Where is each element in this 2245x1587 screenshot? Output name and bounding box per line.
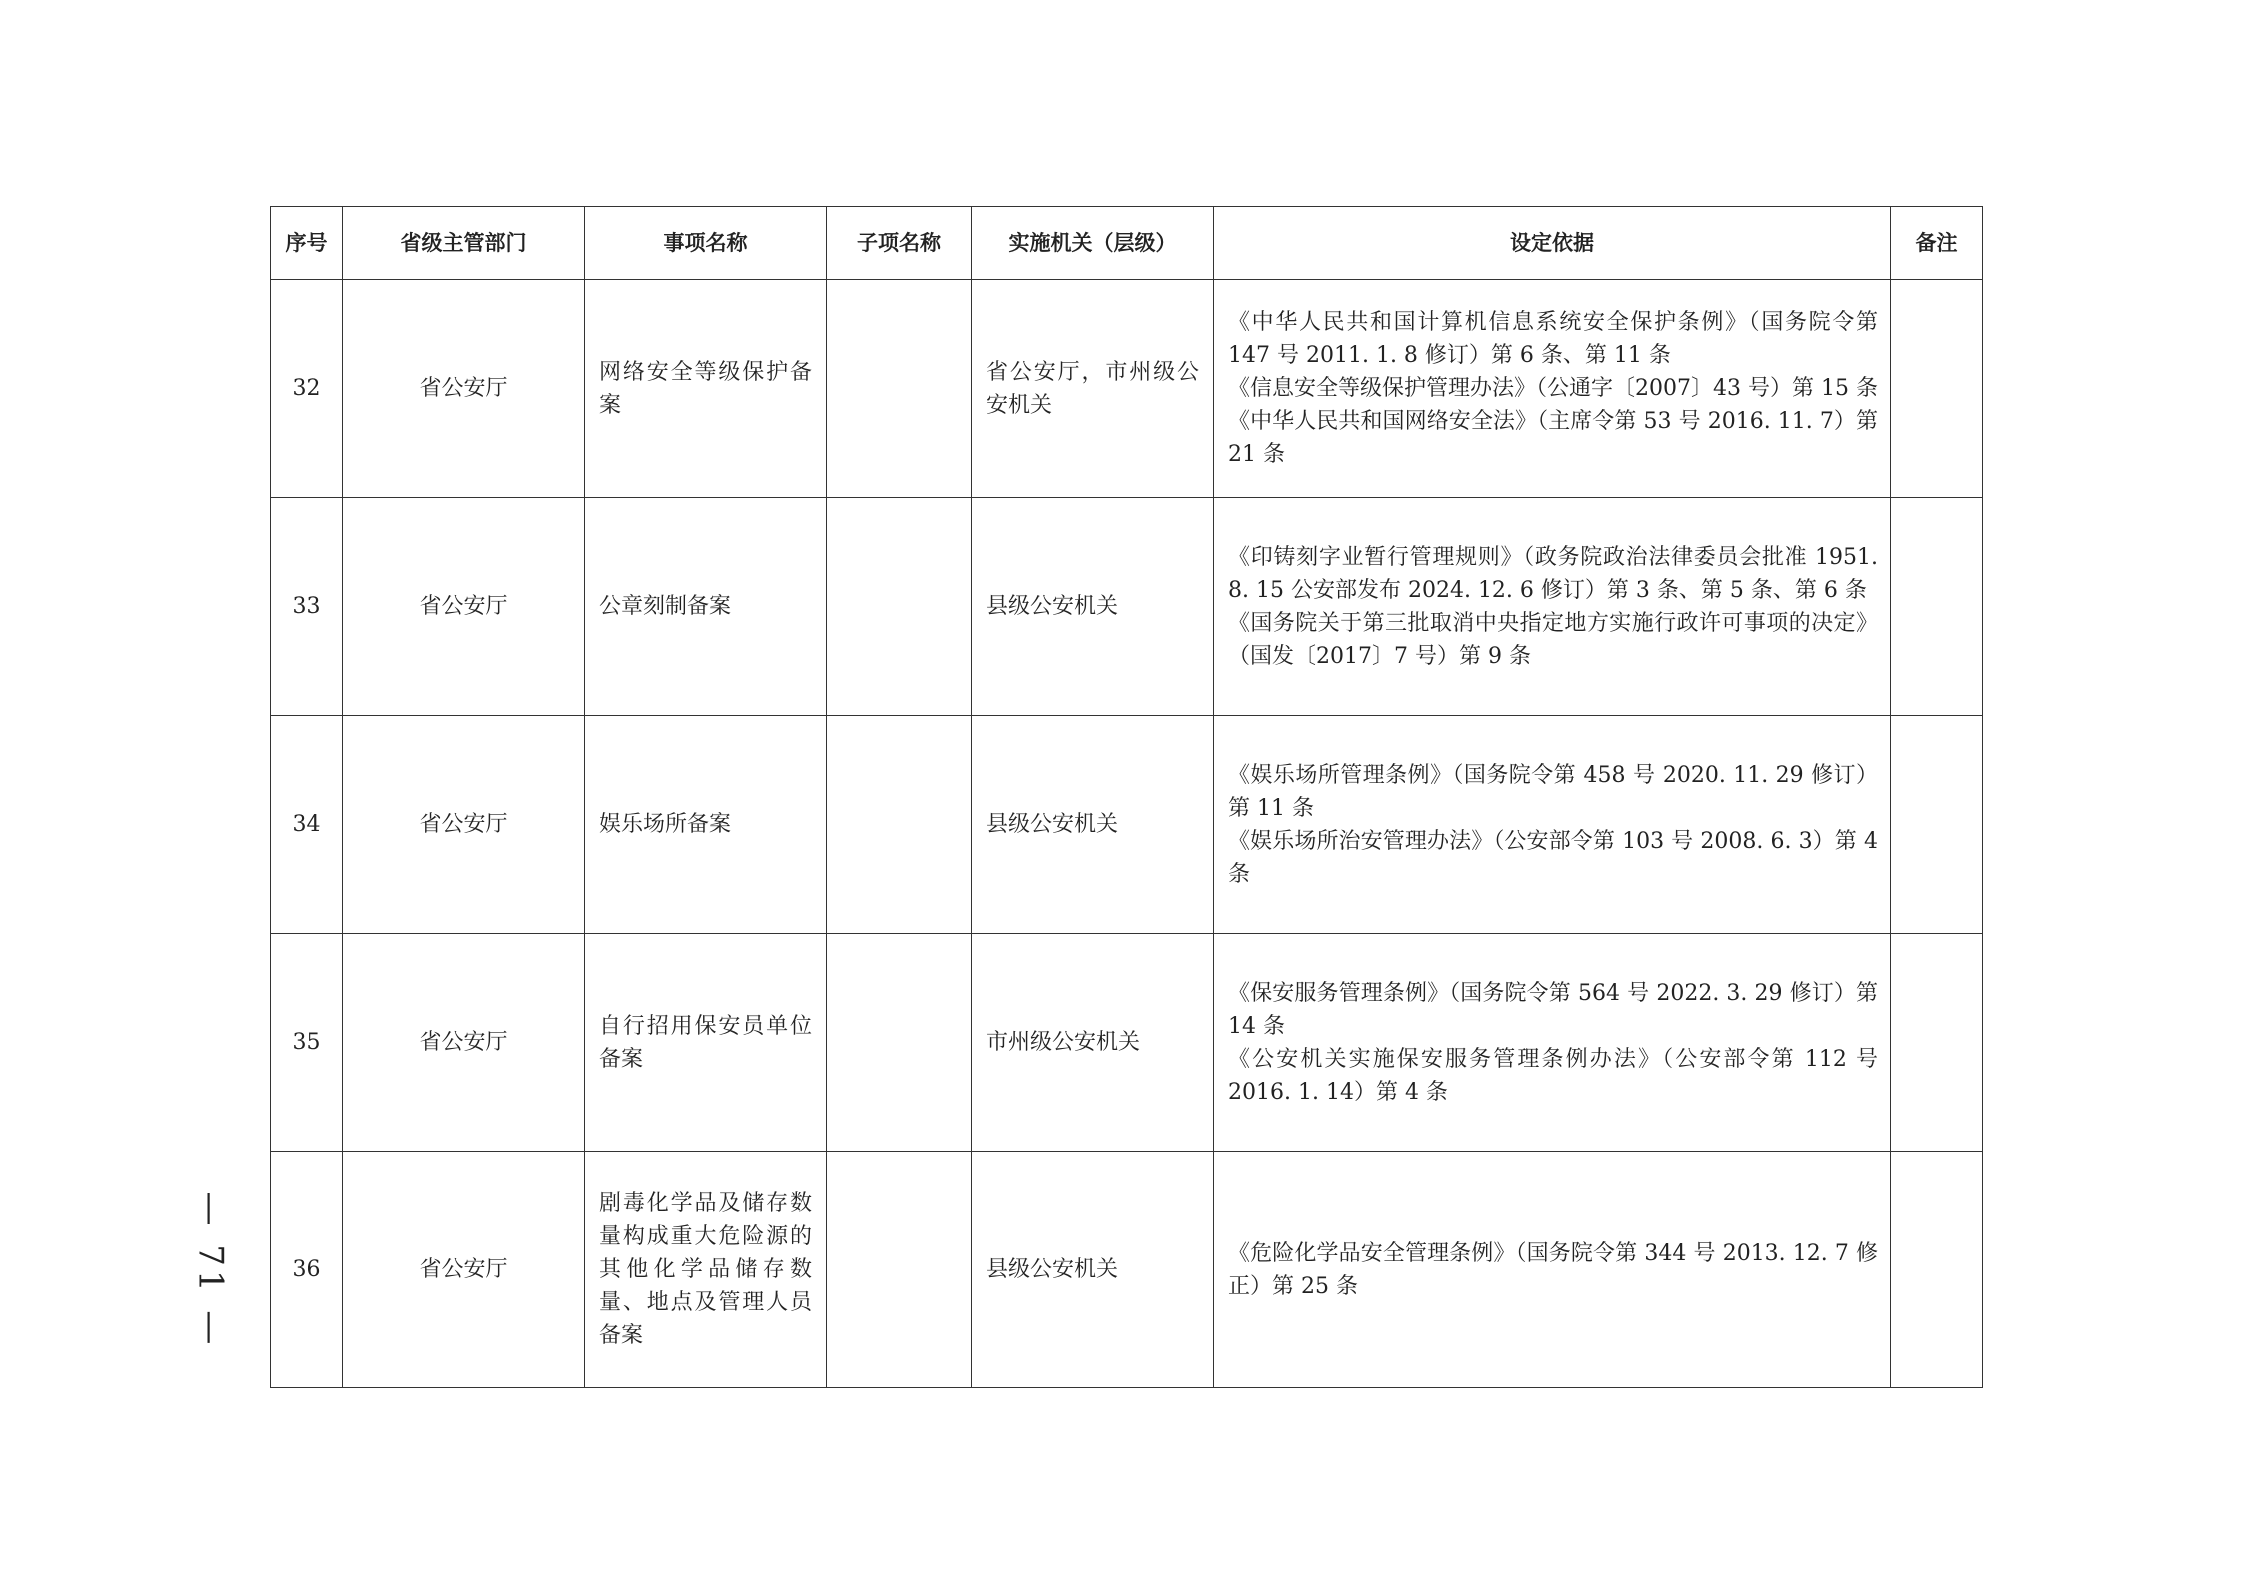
cell-basis	[1214, 280, 1891, 498]
cell-basis	[1214, 498, 1891, 716]
cell-seq: 35	[271, 934, 343, 1152]
table-row	[271, 498, 1983, 716]
basis-line: 《危险化学品安全管理条例》（国务院令第 344 号 2013. 12. 7 修正）第 25 条	[1228, 1240, 1878, 1299]
cell-agency: 县级公安机关	[972, 1152, 1214, 1388]
header-agency: 实施机关（层级）	[972, 207, 1214, 280]
cell-seq: 34	[271, 716, 343, 934]
basis-line: 《保安服务管理条例》（国务院令第 564 号 2022. 3. 29 修订）第 14 条	[1228, 980, 1878, 1039]
table-row	[271, 716, 1983, 934]
cell-remark	[1891, 716, 1983, 934]
basis-line: 《娱乐场所治安管理办法》（公安部令第 103 号 2008. 6. 3）第 4 条	[1228, 828, 1878, 887]
cell-seq: 36	[271, 1152, 343, 1388]
cell-sub-item	[827, 280, 972, 498]
page-number-text: — 71 —	[190, 1191, 231, 1349]
table-header-row	[271, 207, 1983, 280]
basis-line: 《娱乐场所管理条例》（国务院令第 458 号 2020. 11. 29 修订）第 11 条	[1228, 762, 1878, 821]
basis-line: 《公安机关实施保安服务管理条例办法》（公安部令第 112 号 2016. 1. 14）第 4 条	[1228, 1046, 1878, 1105]
cell-sub-item	[827, 1152, 972, 1388]
cell-agency: 县级公安机关	[972, 498, 1214, 716]
cell-agency: 市州级公安机关	[972, 934, 1214, 1152]
cell-basis	[1214, 1152, 1891, 1388]
table-row	[271, 280, 1983, 498]
table-row	[271, 934, 1983, 1152]
basis-line: 《信息安全等级保护管理办法》（公通字〔2007〕43 号）第 15 条	[1228, 376, 1878, 401]
header-sub-item: 子项名称	[827, 207, 972, 280]
header-basis: 设定依据	[1214, 207, 1891, 280]
cell-remark	[1891, 498, 1983, 716]
cell-seq: 32	[271, 280, 343, 498]
cell-dept: 省公安厅	[343, 280, 585, 498]
cell-agency: 县级公安机关	[972, 716, 1214, 934]
header-remark: 备注	[1891, 207, 1983, 280]
basis-line: 《中华人民共和国计算机信息系统安全保护条例》（国务院令第 147 号 2011. 1. 8 修订）第 6 条、第 11 条	[1228, 310, 1878, 368]
basis-line: 《中华人民共和国网络安全法》（主席令第 53 号 2016. 11. 7）第 21 条	[1228, 409, 1878, 467]
cell-dept: 省公安厅	[343, 934, 585, 1152]
cell-sub-item	[827, 934, 972, 1152]
cell-remark	[1891, 280, 1983, 498]
page-number	[175, 1190, 245, 1350]
items-table	[270, 206, 1983, 1388]
cell-item-name: 网络安全等级保护备案	[585, 280, 827, 498]
cell-basis	[1214, 716, 1891, 934]
header-item-name: 事项名称	[585, 207, 827, 280]
cell-remark	[1891, 1152, 1983, 1388]
cell-basis	[1214, 934, 1891, 1152]
header-dept: 省级主管部门	[343, 207, 585, 280]
cell-agency: 省公安厅，市州级公安机关	[972, 280, 1214, 498]
table-row	[271, 1152, 1983, 1388]
cell-sub-item	[827, 716, 972, 934]
cell-dept: 省公安厅	[343, 716, 585, 934]
cell-seq: 33	[271, 498, 343, 716]
cell-item-name: 剧毒化学品及储存数量构成重大危险源的其他化学品储存数量、地点及管理人员备案	[585, 1152, 827, 1388]
header-seq: 序号	[271, 207, 343, 280]
cell-dept: 省公安厅	[343, 498, 585, 716]
basis-line: 《国务院关于第三批取消中央指定地方实施行政许可事项的决定》（国发〔2017〕7 号）第 9 条	[1228, 610, 1878, 669]
cell-item-name: 娱乐场所备案	[585, 716, 827, 934]
cell-sub-item	[827, 498, 972, 716]
cell-remark	[1891, 934, 1983, 1152]
cell-dept: 省公安厅	[343, 1152, 585, 1388]
cell-item-name: 自行招用保安员单位备案	[585, 934, 827, 1152]
cell-item-name: 公章刻制备案	[585, 498, 827, 716]
basis-line: 《印铸刻字业暂行管理规则》（政务院政治法律委员会批准 1951. 8. 15 公安部发布 2024. 12. 6 修订）第 3 条、第 5 条、第 6 条	[1228, 544, 1878, 603]
